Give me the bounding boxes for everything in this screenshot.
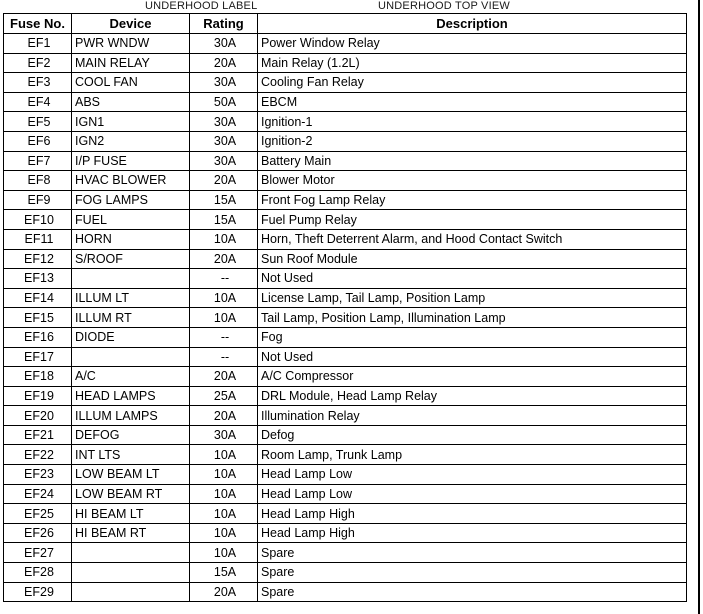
cell-rating: 25A [190, 386, 258, 406]
cell-description: Fuel Pump Relay [258, 210, 687, 230]
cell-fuse-no: EF12 [4, 249, 72, 269]
cell-rating: 20A [190, 53, 258, 73]
cell-rating: 10A [190, 465, 258, 485]
cell-fuse-no: EF20 [4, 406, 72, 426]
table-row [4, 425, 687, 445]
cell-device: LOW BEAM RT [72, 484, 190, 504]
cell-description: Cooling Fan Relay [258, 73, 687, 93]
table-row [4, 171, 687, 191]
cell-device: FOG LAMPS [72, 190, 190, 210]
cell-description: Spare [258, 563, 687, 583]
caption-underhood-label: UNDERHOOD LABEL [145, 0, 258, 12]
table-row [4, 229, 687, 249]
cell-description: Head Lamp Low [258, 484, 687, 504]
cell-rating: 20A [190, 249, 258, 269]
cell-fuse-no: EF9 [4, 190, 72, 210]
cell-fuse-no: EF24 [4, 484, 72, 504]
cell-description: Battery Main [258, 151, 687, 171]
table-row [4, 445, 687, 465]
cell-device: COOL FAN [72, 73, 190, 93]
cell-fuse-no: EF3 [4, 73, 72, 93]
table-row [4, 504, 687, 524]
cell-device: MAIN RELAY [72, 53, 190, 73]
table-row [4, 367, 687, 387]
cell-rating: -- [190, 347, 258, 367]
cell-rating: 10A [190, 543, 258, 563]
cell-fuse-no: EF8 [4, 171, 72, 191]
cell-rating: 30A [190, 131, 258, 151]
table-row [4, 73, 687, 93]
cell-device: DEFOG [72, 425, 190, 445]
cell-fuse-no: EF21 [4, 425, 72, 445]
cell-rating: 30A [190, 151, 258, 171]
figure-captions [0, 0, 690, 14]
cell-fuse-no: EF18 [4, 367, 72, 387]
column-header-rating: Rating [190, 14, 258, 34]
cell-rating: 10A [190, 308, 258, 328]
cell-fuse-no: EF27 [4, 543, 72, 563]
cell-device: DIODE [72, 327, 190, 347]
cell-rating: 10A [190, 288, 258, 308]
cell-description: Head Lamp Low [258, 465, 687, 485]
cell-description: Illumination Relay [258, 406, 687, 426]
cell-description: Spare [258, 543, 687, 563]
cell-device [72, 563, 190, 583]
table-row [4, 249, 687, 269]
cell-rating: 10A [190, 504, 258, 524]
cell-device [72, 543, 190, 563]
cell-fuse-no: EF10 [4, 210, 72, 230]
cell-device: HORN [72, 229, 190, 249]
cell-description: Sun Roof Module [258, 249, 687, 269]
table-row [4, 406, 687, 426]
cell-description: Fog [258, 327, 687, 347]
cell-fuse-no: EF7 [4, 151, 72, 171]
cell-description: Defog [258, 425, 687, 445]
cell-fuse-no: EF22 [4, 445, 72, 465]
table-row [4, 92, 687, 112]
cell-fuse-no: EF28 [4, 563, 72, 583]
cell-rating: 10A [190, 445, 258, 465]
cell-device: FUEL [72, 210, 190, 230]
cell-description: Not Used [258, 269, 687, 289]
table-row [4, 465, 687, 485]
cell-rating: -- [190, 269, 258, 289]
cell-fuse-no: EF6 [4, 131, 72, 151]
cell-fuse-no: EF17 [4, 347, 72, 367]
cell-device [72, 347, 190, 367]
column-header-fuse-no: Fuse No. [4, 14, 72, 34]
table-header-row [4, 14, 687, 34]
column-header-description: Description [258, 14, 687, 34]
cell-fuse-no: EF25 [4, 504, 72, 524]
cell-description: Blower Motor [258, 171, 687, 191]
cell-rating: 30A [190, 34, 258, 54]
table-row [4, 151, 687, 171]
cell-rating: 10A [190, 484, 258, 504]
cell-description: Main Relay (1.2L) [258, 53, 687, 73]
cell-rating: 30A [190, 425, 258, 445]
table-row [4, 34, 687, 54]
caption-underhood-top-view: UNDERHOOD TOP VIEW [378, 0, 510, 12]
cell-description: Not Used [258, 347, 687, 367]
cell-description: DRL Module, Head Lamp Relay [258, 386, 687, 406]
table-row [4, 131, 687, 151]
table-row [4, 543, 687, 563]
cell-description: Ignition-1 [258, 112, 687, 132]
cell-device: INT LTS [72, 445, 190, 465]
cell-rating: 20A [190, 367, 258, 387]
cell-device: HI BEAM LT [72, 504, 190, 524]
cell-description: EBCM [258, 92, 687, 112]
cell-device [72, 269, 190, 289]
cell-description: A/C Compressor [258, 367, 687, 387]
cell-fuse-no: EF15 [4, 308, 72, 328]
cell-device: LOW BEAM LT [72, 465, 190, 485]
cell-fuse-no: EF23 [4, 465, 72, 485]
cell-device: IGN1 [72, 112, 190, 132]
cell-rating: 15A [190, 563, 258, 583]
page-border-right [698, 0, 700, 614]
cell-rating: 30A [190, 73, 258, 93]
cell-rating: 15A [190, 190, 258, 210]
table-row [4, 484, 687, 504]
cell-device: IGN2 [72, 131, 190, 151]
cell-rating: 50A [190, 92, 258, 112]
cell-fuse-no: EF16 [4, 327, 72, 347]
cell-rating: -- [190, 327, 258, 347]
table-row [4, 308, 687, 328]
fuse-table [3, 13, 687, 602]
cell-device: HVAC BLOWER [72, 171, 190, 191]
cell-rating: 20A [190, 171, 258, 191]
table-row [4, 386, 687, 406]
cell-device [72, 582, 190, 602]
cell-device: ILLUM RT [72, 308, 190, 328]
cell-device: A/C [72, 367, 190, 387]
table-row [4, 288, 687, 308]
table-row [4, 112, 687, 132]
cell-description: Horn, Theft Deterrent Alarm, and Hood Contact Switch [258, 229, 687, 249]
table-row [4, 347, 687, 367]
table-row [4, 582, 687, 602]
cell-description: License Lamp, Tail Lamp, Position Lamp [258, 288, 687, 308]
table-row [4, 327, 687, 347]
cell-device: ABS [72, 92, 190, 112]
cell-description: Spare [258, 582, 687, 602]
cell-rating: 30A [190, 112, 258, 132]
cell-fuse-no: EF11 [4, 229, 72, 249]
cell-description: Power Window Relay [258, 34, 687, 54]
cell-fuse-no: EF4 [4, 92, 72, 112]
cell-rating: 15A [190, 210, 258, 230]
cell-description: Tail Lamp, Position Lamp, Illumination Lamp [258, 308, 687, 328]
cell-fuse-no: EF19 [4, 386, 72, 406]
cell-rating: 20A [190, 406, 258, 426]
cell-fuse-no: EF1 [4, 34, 72, 54]
cell-fuse-no: EF26 [4, 523, 72, 543]
cell-fuse-no: EF2 [4, 53, 72, 73]
cell-fuse-no: EF14 [4, 288, 72, 308]
cell-fuse-no: EF5 [4, 112, 72, 132]
cell-device: ILLUM LT [72, 288, 190, 308]
cell-fuse-no: EF29 [4, 582, 72, 602]
cell-description: Head Lamp High [258, 523, 687, 543]
table-row [4, 269, 687, 289]
cell-device: PWR WNDW [72, 34, 190, 54]
column-header-device: Device [72, 14, 190, 34]
cell-device: HEAD LAMPS [72, 386, 190, 406]
cell-description: Room Lamp, Trunk Lamp [258, 445, 687, 465]
table-row [4, 190, 687, 210]
cell-device: I/P FUSE [72, 151, 190, 171]
cell-description: Front Fog Lamp Relay [258, 190, 687, 210]
cell-rating: 10A [190, 523, 258, 543]
table-row [4, 53, 687, 73]
cell-device: ILLUM LAMPS [72, 406, 190, 426]
cell-rating: 10A [190, 229, 258, 249]
cell-device: S/ROOF [72, 249, 190, 269]
cell-description: Head Lamp High [258, 504, 687, 524]
cell-device: HI BEAM RT [72, 523, 190, 543]
table-row [4, 210, 687, 230]
table-row [4, 563, 687, 583]
cell-fuse-no: EF13 [4, 269, 72, 289]
table-row [4, 523, 687, 543]
cell-rating: 20A [190, 582, 258, 602]
cell-description: Ignition-2 [258, 131, 687, 151]
